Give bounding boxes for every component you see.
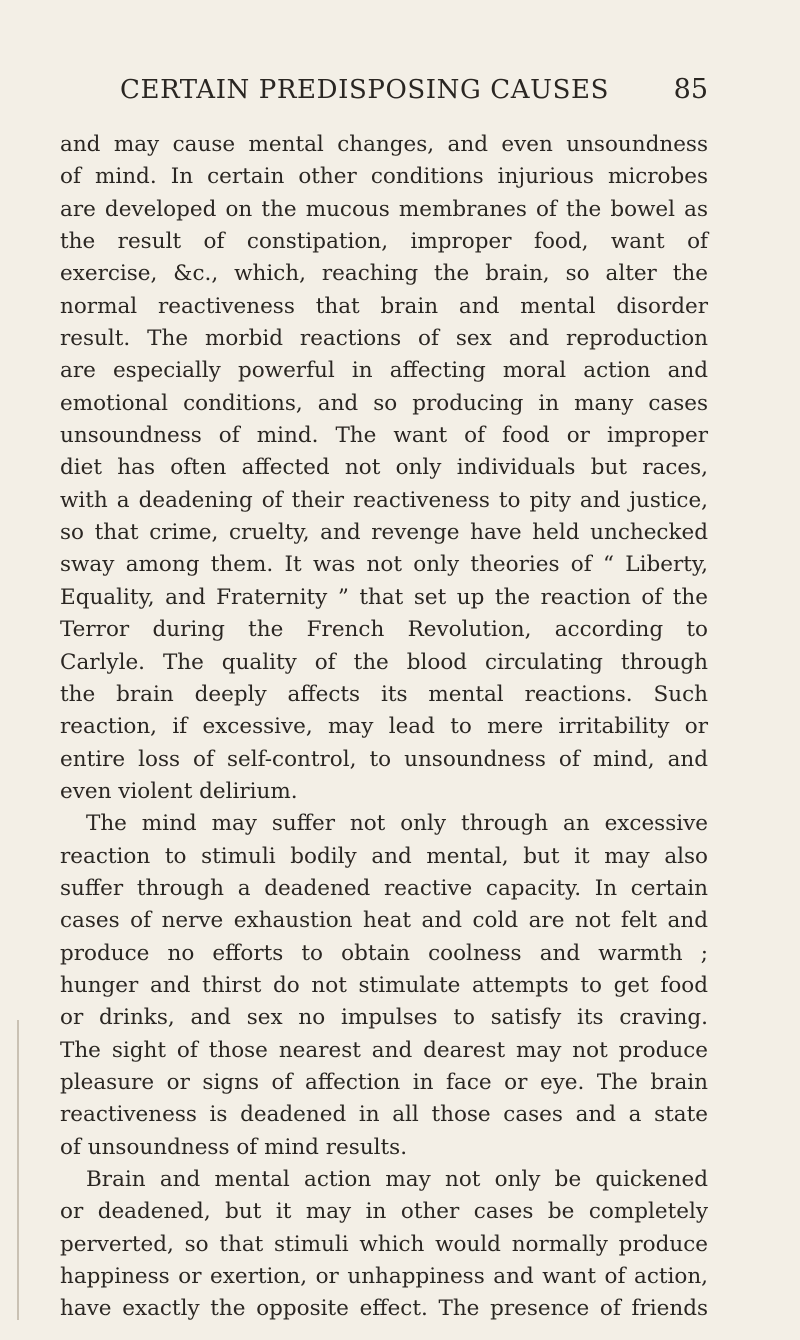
text-line: sway among them. It was not only theories of “ Liberty,: [60, 552, 708, 578]
text-line: reaction to stimuli bodily and mental, but it may also: [60, 843, 708, 869]
text-line: and may cause mental changes, and even unsoundness: [60, 132, 708, 157]
text-line: produce no efforts to obtain coolness and warmth ;: [60, 940, 708, 966]
text-line: pleasure or signs of affection in face or eye. The brain: [60, 1069, 708, 1095]
text-line: exercise, &c., which, reaching the brain, so alter the: [60, 261, 708, 287]
text-line: even violent delirium.: [60, 778, 298, 804]
text-line: cases of nerve exhaustion heat and cold are not felt and: [60, 908, 708, 934]
text-line: reaction, if excessive, may lead to mere irritability or: [60, 714, 708, 740]
text-line: of mind. In certain other conditions injurious microbes: [60, 164, 708, 190]
text-line: of unsoundness of mind results.: [60, 1134, 408, 1160]
text-line: emotional conditions, and so producing in many cases: [60, 390, 708, 416]
page-number: 85: [673, 74, 708, 105]
running-title: CERTAIN PREDISPOSING CAUSES: [120, 75, 610, 105]
text-line: reactiveness is deadened in all those cases and a state: [60, 1102, 708, 1128]
text-line: perverted, so that stimuli which would normally produce: [60, 1231, 708, 1257]
text-line: Carlyle. The quality of the blood circulating through: [60, 649, 708, 675]
paragraph-start-line: The mind may suffer not only through an excessive: [86, 811, 708, 837]
text-line: so that crime, cruelty, and revenge have held unchecked: [60, 520, 708, 546]
body-text: [60, 129, 708, 1326]
page-edge-mark: [17, 1020, 19, 1320]
text-line: Terror during the French Revolution, according to: [60, 617, 708, 643]
text-line: suffer through a deadened reactive capacity. In certain: [60, 875, 708, 901]
text-line: are especially powerful in affecting moral action and: [60, 358, 708, 384]
text-line: or drinks, and sex no impulses to satisfy its craving.: [60, 1005, 708, 1031]
text-line: the result of constipation, improper food, want of: [60, 229, 708, 255]
text-line: entire loss of self-control, to unsoundness of mind, and: [60, 746, 708, 772]
text-line: result. The morbid reactions of sex and reproduction: [60, 326, 708, 352]
text-line: happiness or exertion, or unhappiness and want of action,: [60, 1264, 708, 1290]
paragraph-start-line: Brain and mental action may not only be quickened: [86, 1167, 708, 1192]
text-line: or deadened, but it may in other cases be completely: [60, 1199, 708, 1225]
text-line: diet has often affected not only individuals but races,: [60, 455, 708, 481]
text-line: the brain deeply affects its mental reactions. Such: [60, 681, 708, 707]
text-line: The sight of those nearest and dearest may not produce: [60, 1037, 708, 1063]
text-line: hunger and thirst do not stimulate attempts to get food: [60, 972, 708, 998]
text-line: unsoundness of mind. The want of food or improper: [60, 423, 708, 449]
text-line: normal reactiveness that brain and mental disorder: [60, 293, 708, 319]
text-line: Equality, and Fraternity ” that set up the reaction of the: [60, 584, 708, 610]
text-line: are developed on the mucous membranes of the bowel as: [60, 196, 708, 222]
running-head: [120, 72, 708, 108]
text-line: with a deadening of their reactiveness to pity and justice,: [60, 487, 708, 513]
text-line: have exactly the opposite effect. The presence of friends: [60, 1296, 708, 1322]
